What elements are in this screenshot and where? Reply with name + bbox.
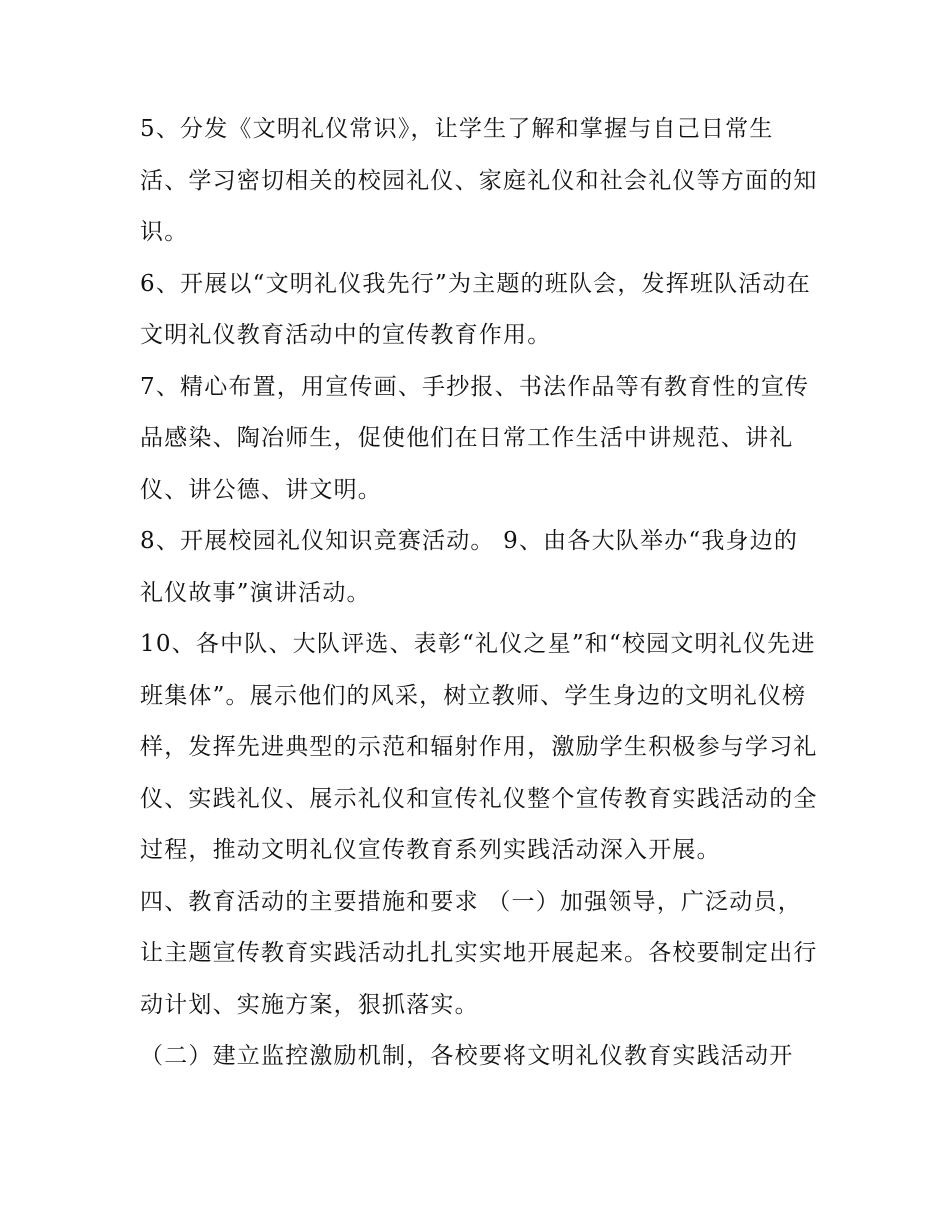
paragraph-section-4-measures: 四、教育活动的主要措施和要求 （一）加强领导，广泛动员，让主题宣传教育实践活动扎扎实实地开展起来。各校要制定出行动计划、实施方案，狠抓落实。 xyxy=(140,888,818,1018)
paragraph-items-8-9-contest-and-speech: 8、开展校园礼仪知识竞赛活动。 9、由各大队举办“我身边的礼仪故事”演讲活动。 xyxy=(140,528,799,606)
paragraph-item-7-careful-arrangement: 7、精心布置，用宣传画、手抄报、书法作品等有教育性的宣传品感染、陶冶师生，促使他们在日常工作生活中讲规范、讲礼仪、讲公德、讲文明。 xyxy=(140,373,810,503)
paragraph-item-6-class-meeting: 6、开展以“文明礼仪我先行”为主题的班队会，发挥班队活动在文明礼仪教育活动中的宣传教育作用。 xyxy=(140,270,811,348)
paragraph-item-5-distribute-etiquette-handbook: 5、分发《文明礼仪常识》，让学生了解和掌握与自己日常生活、学习密切相关的校园礼仪、家庭礼仪和社会礼仪等方面的知识。 xyxy=(140,116,818,245)
paragraph-subsection-2-monitoring: （二）建立监控激励机制，各校要将文明礼仪教育实践活动开 xyxy=(140,1043,794,1069)
document-body xyxy=(140,104,820,1083)
paragraph-item-10-selection-and-commendation: 10、各中队、大队评选、表彰“礼仪之星”和“校园文明礼仪先进班集体”。展示他们的风采，树立教师、学生身边的文明礼仪榜样，发挥先进典型的示范和辐射作用，激励学生积极参与学习礼仪、实践礼仪、展示礼仪和宣传礼仪整个宣传教育实践活动的全过程，推动文明礼仪宣传教育系列实践活动深入开展。 xyxy=(140,631,818,863)
